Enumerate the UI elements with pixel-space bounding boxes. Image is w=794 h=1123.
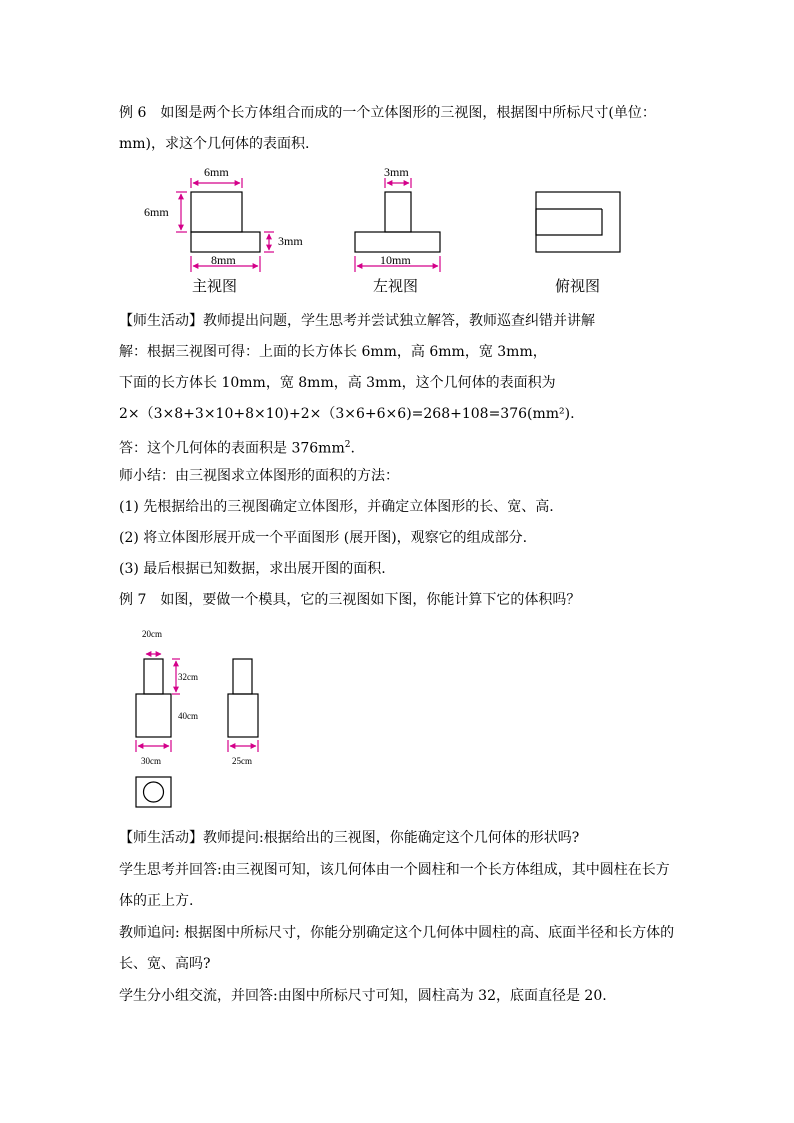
student-answer-line1: 学生思考并回答:由三视图可知，该几何体由一个圆柱和一个长方体组成，其中圆柱在长方 <box>119 862 670 878</box>
teacher-student-activity-2: 【师生活动】教师提问:根据给出的三视图，你能确定这个几何体的形状吗? <box>119 830 580 846</box>
dim-10mm-label: 10mm <box>380 253 411 267</box>
teacher-followup-line1: 教师追问: 根据图中所标尺寸，你能分别确定这个几何体中圆柱的高、底面半径和长方体的 <box>119 925 675 941</box>
example6-line1: 例 6 如图是两个长方体组合而成的一个立体图形的三视图，根据图中所标尺寸(单位： <box>119 105 656 121</box>
dim-3mm-top-label: 3mm <box>384 165 409 179</box>
dim-6mm-top-label: 6mm <box>204 165 229 179</box>
example7-line1: 例 7 如图，要做一个模具，它的三视图如下图，你能计算下它的体积吗？ <box>119 592 581 608</box>
mold-top-view <box>136 777 171 807</box>
dim-25cm-label: 25cm <box>232 756 252 766</box>
group-discussion-line: 学生分小组交流，并回答:由图中所标尺寸可知，圆柱高为 32，底面直径是 20. <box>119 988 607 1004</box>
solution-formula: 2×（3×8+3×10+8×10)+2×（3×6+6×6)=268+108=376(mm²). <box>119 406 575 422</box>
summary-step1: (1) 先根据给出的三视图确定立体图形，并确定立体图形的长、宽、高. <box>119 499 554 515</box>
answer-period: . <box>350 440 355 457</box>
mold-left-view <box>228 659 258 737</box>
teacher-summary: 师小结：由三视图求立体图形的面积的方法： <box>119 468 399 484</box>
example6-line2: mm)，求这个几何体的表面积. <box>119 136 310 152</box>
dim-32cm-label: 32cm <box>178 672 198 682</box>
summary-step2: (2) 将立体图形展开成一个平面图形 (展开图)，观察它的组成部分. <box>119 530 528 546</box>
teacher-followup-line2: 长、宽、高吗? <box>119 956 211 972</box>
dim-8mm-label: 8mm <box>211 253 236 267</box>
dim-40cm-label: 40cm <box>178 711 198 721</box>
solution-line2: 下面的长方体长 10mm，宽 8mm，高 3mm，这个几何体的表面积为 <box>119 375 556 391</box>
teacher-student-activity-1: 【师生活动】教师提出问题，学生思考并尝试独立解答，教师巡查纠错并讲解 <box>119 313 595 329</box>
dim-30cm-label: 30cm <box>141 756 161 766</box>
dim-20cm-label: 20cm <box>142 629 162 639</box>
top-view-caption: 俯视图 <box>555 279 601 295</box>
left-view-caption: 左视图 <box>373 279 419 295</box>
front-view-caption: 主视图 <box>192 279 238 295</box>
dim-6mm-side-label: 6mm <box>144 205 169 219</box>
answer-superscript: 2 <box>344 440 351 450</box>
mold-front-view <box>136 659 171 737</box>
summary-step3: (3) 最后根据已知数据，求出展开图的面积. <box>119 561 386 577</box>
dim-3mm-side-label: 3mm <box>278 234 303 248</box>
answer-text: 答：这个几何体的表面积是 376mm <box>119 440 345 457</box>
student-answer-line2: 体的正上方. <box>119 893 194 909</box>
solution-line1: 解：根据三视图可得：上面的长方体长 6mm，高 6mm，宽 3mm， <box>119 344 547 360</box>
